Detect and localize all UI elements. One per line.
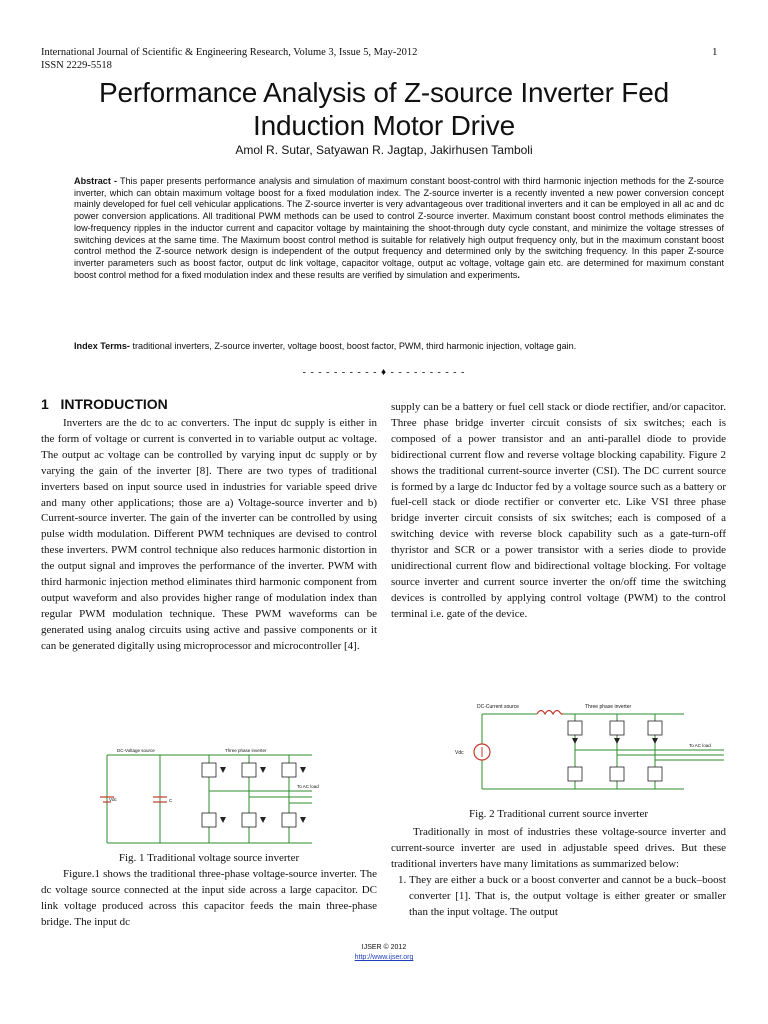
fig1-label-bridge: Three phase inverter (225, 748, 267, 753)
abstract-text: This paper presents performance analysis and simulation of maximum constant boost-control with third harmonic injection methods for the Z-source inverter, which can obtain maximum voltage boost for a fixed modulation index. The Z-source inverter is a recently invented a new power conversion concept mainly developed for fuel cell vehicular applications. The Z-source inverter is very advantageous over traditional inverters and it can be employed in all ac and dc power conversion applications. All traditional PWM methods can be used to control Z-source inverter. Maximum constant boost control methods eliminates the low-frequency ripples in the inductor current and capacitor voltage by maintaining the shoot-through duty cycle constant, and minimize the voltage stresses of switching devices at the same time. The Maximum boost control method is suitable for relatively high output frequency only, but in the maximum constant boost control method the Z-source network design is independent of the output frequency and determined only by the switching frequency. In this paper Z-source inverter parameters such as boost factor, output dc link voltage, capacitor voltage, output ac voltage, voltage gain etc. are determined for maximum constant boost control method for a fixed modulation index and these results are verified by simulation and experiments (74, 176, 724, 280)
fig2-caption: Fig. 2 Traditional current source inverter (468, 808, 649, 820)
fig1-circuit-diagram (97, 745, 323, 849)
intro-paragraph-4: Traditionally in most of industries these voltage-source inverter and current-source inverter are used in adjustable speed drives. But these traditional inverters have many limitations as summarized below: (391, 826, 726, 870)
abstract-label: Abstract - (74, 176, 118, 186)
title-line-1: Performance Analysis of Z-source Inverter Fed (99, 77, 669, 108)
issn: ISSN 2229-5518 (41, 60, 112, 71)
right-column-bottom (391, 825, 726, 920)
fig1-label-load: To AC load (297, 784, 319, 789)
title-line-2: Induction Motor Drive (253, 110, 515, 141)
section-separator: - - - - - - - - - - ♦ - - - - - - - - - - (302, 367, 466, 378)
left-column-top (41, 416, 377, 655)
footer-copyright: IJSER © 2012 (361, 944, 407, 951)
section-heading (41, 396, 168, 412)
fig1-label-cap: C (169, 798, 173, 803)
right-column-top (391, 400, 726, 623)
left-column-bottom (41, 867, 377, 931)
fig2-circuit-diagram (449, 697, 726, 803)
fig1-caption: Fig. 1 Traditional voltage source inverter (118, 852, 300, 864)
page-number: 1 (712, 46, 718, 58)
footer-link[interactable]: http://www.ijser.org (354, 954, 414, 961)
fig2-label-load: To AC load (689, 743, 711, 748)
fig1-label-vdc: Vdc (109, 797, 117, 802)
fig2-label-vdc: Vdc (455, 750, 464, 756)
intro-paragraph-2: Figure.1 shows the traditional three-phase voltage-source inverter. The dc voltage source connected at the input side across a large capacitor. DC link voltage produced across this capacitor feeds the main three-phase bridge. The input dc (41, 868, 377, 928)
fig2-label-bridge: Three phase inverter (585, 704, 632, 710)
index-terms (74, 340, 724, 352)
fig2-label-source: DC-Current source (477, 704, 519, 710)
limitations-list (391, 873, 726, 921)
index-terms-text: traditional inverters, Z-source inverter, voltage boost, boost factor, PWM, third harmonic injection, voltage gain. (129, 341, 577, 351)
list-item: 1. They are either a buck or a boost converter and cannot be a buck–boost converter [1]. That is, the output voltage is either greater or smaller than the input voltage. The output (409, 873, 726, 921)
authors: Amol R. Sutar, Satyawan R. Jagtap, Jakirhusen Tamboli (235, 143, 533, 157)
section-title: INTRODUCTION (60, 396, 168, 412)
abstract-end: . (517, 269, 520, 280)
journal-citation: International Journal of Scientific & Engineering Research, Volume 3, Issue 5, May-2012 (41, 47, 418, 58)
index-terms-label: Index Terms- (74, 341, 130, 351)
fig1-label-source: DC-Voltage source (117, 748, 155, 753)
journal-header (41, 46, 417, 72)
abstract (74, 176, 724, 281)
paper-title (40, 76, 728, 142)
section-number: 1 (41, 396, 49, 412)
intro-paragraph-3: supply can be a battery or fuel cell stack or diode rectifier, and/or capacitor. Three phase bridge inverter circuit consists of six switches; each is composed of a power transistor and an anti-parallel diode to provide bidirectional current flow and reverse voltage blocking capability. Figure 2 shows the traditional current-source inverter (CSI). The DC current source is formed by a large dc Inductor fed by a voltage source such as a battery or fuel-cell stack or diode rectifier or converter etc. Like VSI three phase bridge inverter circuit consists of six switches; each is composed of a switching device with reverse block capability such as a gate-turn-off thyristor and SCR or a power transistor with a series diode to provide unidirectional current flow and bidirectional voltage blocking. For voltage source inverter and current source inverter the on/off time the switching devices is controlled by applying control voltage (PWM) to the control terminal i.e. gate of the device. (391, 401, 726, 620)
intro-paragraph-1: Inverters are the dc to ac converters. The input dc supply is either in the form of voltage or current is converted in to variable output ac voltage. The output ac voltage can be controlled by varying input dc supply or by varying the gain of the inverter [8]. There are two types of traditional inverters based on input source used in industries for variable speed drive and many other applications; those are a) Voltage-source inverter and b) Current-source inverter. The gain of the inverter can be controlled by using pulse width modulation. Different PWM techniques are devised to control these inverters. PWM control technique also reduces harmonic distortion in the output signal and improves the performance of the inverter. PWM with third harmonic injection method eliminates third harmonic component from output waveform and also provides higher range of modulation index than regular PWM modulation technique. These PWM waveforms can be generated using analog circuits using active and passive components or it can be generated digitally using microprocessor and microcontroller [4]. (41, 417, 377, 652)
